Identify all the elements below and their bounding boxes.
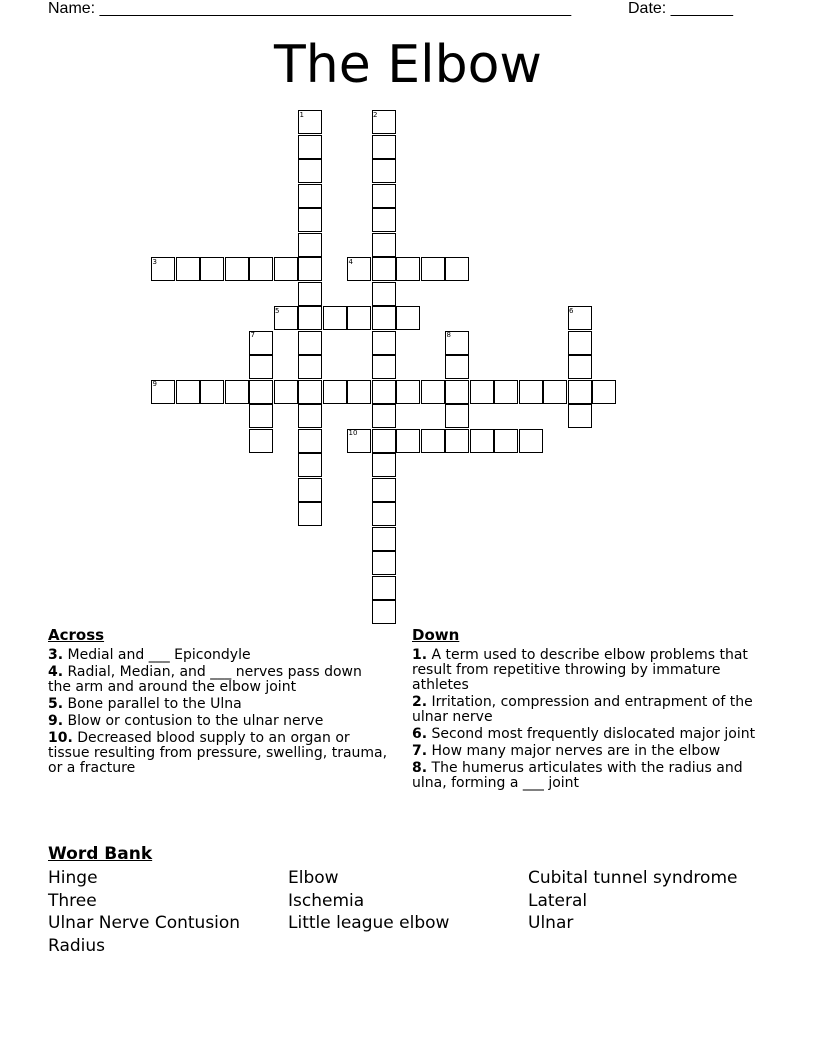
clue-text: Blow or contusion to the ulnar nerve [67,713,324,729]
across-heading: Across [48,626,105,644]
grid-cell[interactable] [298,478,322,502]
grid-cell[interactable] [298,257,322,281]
grid-cell[interactable] [445,429,469,453]
grid-cell[interactable] [298,429,322,453]
word-bank-item: Elbow [288,868,339,888]
grid-cell[interactable] [372,331,396,355]
grid-cell[interactable] [298,453,322,477]
down-heading: Down [412,626,460,644]
grid-cell[interactable] [445,404,469,428]
down-clues [412,626,757,793]
across-clues [48,626,388,778]
down-clue [412,727,757,742]
clue-number-label: 1 [299,110,304,119]
clue-number: 4. [48,664,64,680]
grid-cell[interactable] [568,331,592,355]
page-title: The Elbow [274,35,542,95]
word-bank [48,844,768,957]
grid-cell[interactable] [421,380,445,404]
word-bank-item: Ulnar [528,913,574,933]
grid-cell[interactable] [568,380,592,404]
clue-number: 9. [48,713,64,729]
word-bank-item: Three [48,890,97,911]
grid-cell[interactable] [249,404,273,428]
grid-cell[interactable] [372,257,396,281]
clue-number: 2. [412,694,428,710]
grid-cell[interactable] [470,380,494,404]
grid-cell[interactable] [396,429,420,453]
clue-text: A term used to describe elbow problems that result from repetitive throwing by immature athletes [412,647,748,693]
clue-number: 5. [48,696,64,712]
grid-cell[interactable] [298,355,322,379]
clue-number: 10. [48,730,73,746]
grid-cell[interactable] [568,355,592,379]
clue-number: 8. [412,760,428,776]
grid-cell[interactable] [176,257,200,281]
grid-cell[interactable] [396,306,420,330]
grid-cell[interactable] [274,380,298,404]
grid-cell[interactable] [298,306,322,330]
grid-cell[interactable] [298,135,322,159]
grid-cell[interactable] [298,331,322,355]
grid-cell[interactable] [372,380,396,404]
down-clue [412,744,757,759]
across-clue [48,697,388,712]
grid-cell[interactable] [421,429,445,453]
grid-cell[interactable] [372,184,396,208]
grid-cell[interactable] [298,380,322,404]
down-clue [412,648,757,693]
grid-cell[interactable] [298,404,322,428]
date-field-label[interactable]: Date: _______ [628,0,733,17]
grid-cell[interactable] [249,429,273,453]
clue-text: Radial, Median, and ___ nerves pass down the arm and around the elbow joint [48,664,362,695]
grid-cell[interactable] [200,380,224,404]
word-bank-item: Ischemia [288,890,365,911]
name-field-label[interactable]: Name: _____________________________________________________ [48,0,572,17]
grid-cell[interactable] [372,135,396,159]
grid-cell[interactable] [396,257,420,281]
grid-cell[interactable] [176,380,200,404]
clue-text: How many major nerves are in the elbow [431,743,721,759]
grid-cell[interactable] [347,306,371,330]
across-clue [48,648,388,663]
grid-cell[interactable] [470,429,494,453]
clue-number-label: 9 [152,380,157,388]
clue-number: 7. [412,743,428,759]
across-clue [48,731,388,776]
grid-cell[interactable] [274,257,298,281]
word-bank-item: Lateral [528,890,588,911]
clue-text: Decreased blood supply to an organ or tissue resulting from pressure, swelling, trauma, or a fracture [48,730,388,776]
clue-number-label: 3 [152,257,157,266]
clue-number-label: 10 [348,429,358,437]
grid-cell[interactable] [372,453,396,477]
grid-cell[interactable] [372,159,396,183]
grid-cell[interactable] [249,380,273,404]
down-clue [412,695,757,725]
grid-cell[interactable] [225,257,249,281]
grid-cell[interactable] [372,551,396,575]
word-bank-item: Cubital tunnel syndrome [528,868,738,888]
grid-cell[interactable] [372,404,396,428]
clue-text: Second most frequently dislocated major joint [431,726,756,742]
word-bank-title: Word Bank [48,844,153,864]
clue-number-label: 6 [569,306,574,315]
grid-cell[interactable] [298,184,322,208]
grid-cell[interactable] [372,478,396,502]
clue-number-label: 2 [373,110,378,119]
grid-cell[interactable] [494,429,518,453]
grid-cell[interactable] [298,208,322,232]
grid-cell[interactable] [372,208,396,232]
grid-cell[interactable] [298,233,322,257]
grid-cell[interactable] [372,502,396,526]
grid-cell[interactable] [372,233,396,257]
across-clue [48,665,388,695]
grid-cell[interactable] [323,306,347,330]
clue-number: 3. [48,647,64,663]
word-bank-list [48,867,768,957]
grid-cell[interactable] [519,429,543,453]
clue-number: 6. [412,726,428,742]
down-clue [412,761,757,791]
grid-cell[interactable] [372,576,396,600]
clue-number: 1. [412,647,428,663]
across-clue [48,714,388,729]
grid-cell[interactable] [225,380,249,404]
grid-cell[interactable] [298,159,322,183]
grid-cell[interactable] [372,306,396,330]
grid-cell[interactable] [323,380,347,404]
grid-cell[interactable] [200,257,224,281]
grid-cell[interactable] [372,429,396,453]
grid-cell[interactable] [298,502,322,526]
grid-cell[interactable] [249,355,273,379]
grid-cell[interactable] [372,355,396,379]
grid-cell[interactable] [445,257,469,281]
word-bank-item: Hinge [48,868,98,888]
grid-cell[interactable] [372,282,396,306]
clue-number-label: 8 [446,331,451,339]
grid-cell[interactable] [396,380,420,404]
grid-cell[interactable] [445,380,469,404]
grid-cell[interactable] [372,600,396,624]
grid-cell[interactable] [568,404,592,428]
grid-cell[interactable] [494,380,518,404]
grid-cell[interactable] [298,282,322,306]
word-bank-item: Ulnar Nerve Contusion [48,913,241,933]
grid-cell[interactable] [519,380,543,404]
clue-number-label: 5 [275,306,280,315]
clue-text: Irritation, compression and entrapment of the ulnar nerve [412,694,753,725]
grid-cell[interactable] [372,527,396,551]
clue-text: Medial and ___ Epicondyle [67,647,251,663]
grid-cell[interactable] [249,257,273,281]
grid-cell[interactable] [592,380,616,404]
word-bank-item: Radius [48,935,106,956]
clue-text: The humerus articulates with the radius and ulna, forming a ___ joint [412,760,743,791]
clue-number-label: 4 [348,257,353,266]
grid-cell[interactable] [421,257,445,281]
clue-text: Bone parallel to the Ulna [67,696,242,712]
grid-cell[interactable] [445,355,469,379]
clue-number-label: 7 [250,331,255,339]
word-bank-item: Little league elbow [288,913,450,933]
grid-cell[interactable] [543,380,567,404]
grid-cell[interactable] [347,380,371,404]
